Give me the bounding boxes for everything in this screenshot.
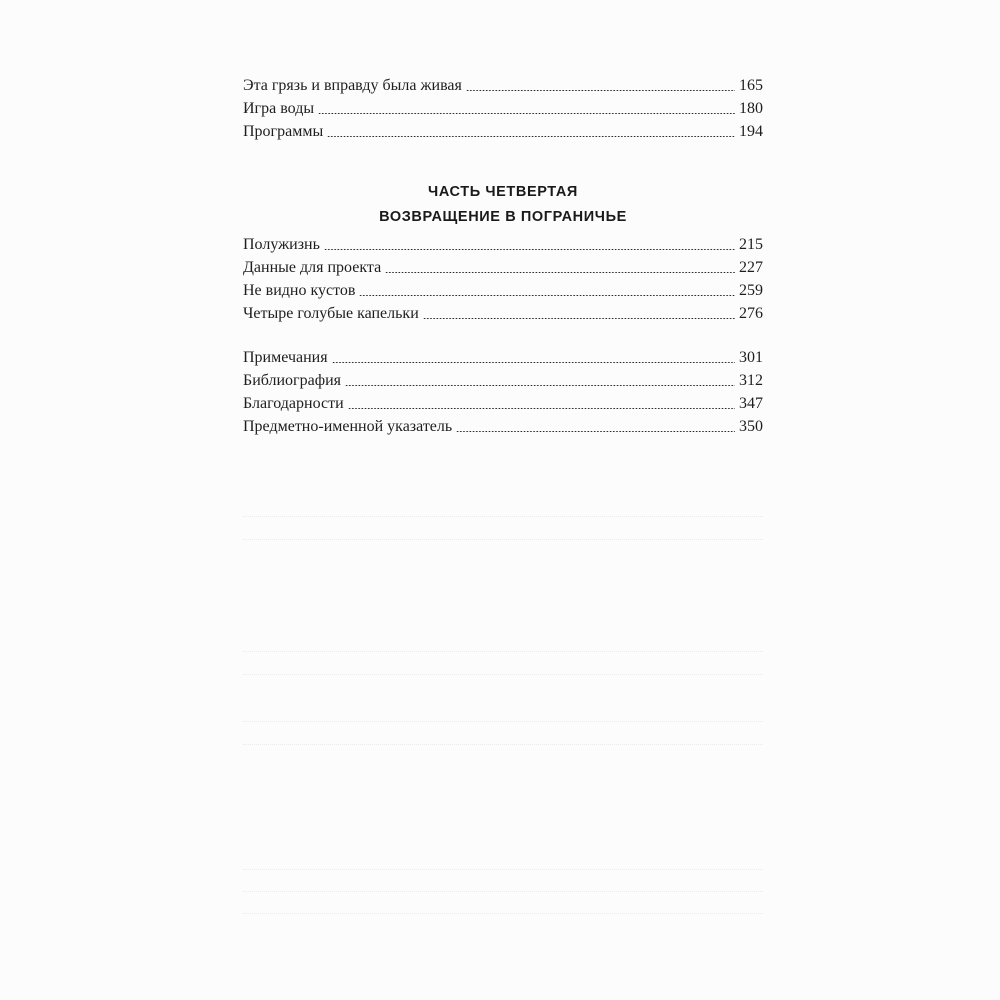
show-through-line bbox=[243, 673, 763, 675]
part-title: ВОЗВРАЩЕНИЕ В ПОГРАНИЧЬЕ bbox=[379, 209, 627, 225]
toc-entry bbox=[243, 120, 763, 143]
toc-entry bbox=[243, 415, 763, 438]
toc-entry-title: Благодарности bbox=[243, 395, 344, 412]
toc-entry bbox=[243, 346, 763, 369]
toc-entry-title: Четыре голубые капельки bbox=[243, 305, 419, 322]
part-label: ЧАСТЬ ЧЕТВЕРТАЯ bbox=[428, 184, 578, 200]
dot-leader bbox=[332, 362, 735, 363]
toc-entry-page: 180 bbox=[739, 100, 763, 117]
show-through-line bbox=[243, 890, 763, 892]
toc-entry-title: Данные для проекта bbox=[243, 259, 382, 276]
toc-entry-page: 165 bbox=[739, 77, 763, 94]
toc-entry-title: Эта грязь и вправду была живая bbox=[243, 77, 462, 94]
toc-entry-page: 347 bbox=[739, 395, 763, 412]
toc-entry-page: 276 bbox=[739, 305, 763, 322]
toc-entry bbox=[243, 74, 763, 97]
toc-section-a bbox=[243, 74, 763, 143]
show-through-line bbox=[243, 868, 763, 870]
show-through-line bbox=[243, 538, 763, 540]
toc-entry-page: 301 bbox=[739, 349, 763, 366]
part-heading bbox=[243, 182, 763, 227]
toc-entry bbox=[243, 369, 763, 392]
toc-entry bbox=[243, 392, 763, 415]
show-through-line bbox=[243, 743, 763, 745]
toc-entry-page: 215 bbox=[739, 236, 763, 253]
toc-entry bbox=[243, 233, 763, 256]
show-through-line bbox=[243, 720, 763, 722]
dot-leader bbox=[324, 249, 735, 250]
dot-leader bbox=[423, 318, 735, 319]
dot-leader bbox=[359, 295, 735, 296]
show-through-line bbox=[243, 912, 763, 914]
toc-entry-title: Предметно-именной указатель bbox=[243, 418, 453, 435]
toc-entry-title: Библиография bbox=[243, 372, 341, 389]
toc-entry bbox=[243, 302, 763, 325]
toc-entry-page: 259 bbox=[739, 282, 763, 299]
toc-entry-page: 194 bbox=[739, 123, 763, 140]
dot-leader bbox=[345, 385, 735, 386]
toc-entry-title: Программы bbox=[243, 123, 324, 140]
dot-leader bbox=[385, 272, 735, 273]
toc-entry-title: Полужизнь bbox=[243, 236, 320, 253]
dot-leader bbox=[348, 408, 735, 409]
toc-entry bbox=[243, 97, 763, 120]
dot-leader bbox=[327, 136, 735, 137]
toc-section-c bbox=[243, 346, 763, 438]
show-through-line bbox=[243, 650, 763, 652]
toc-entry-page: 350 bbox=[739, 418, 763, 435]
toc-section-b bbox=[243, 233, 763, 325]
toc-entry bbox=[243, 279, 763, 302]
toc-entry bbox=[243, 256, 763, 279]
dot-leader bbox=[318, 113, 735, 114]
toc-entry-page: 227 bbox=[739, 259, 763, 276]
toc-entry-title: Не видно кустов bbox=[243, 282, 356, 299]
dot-leader bbox=[466, 90, 735, 91]
toc-entry-title: Примечания bbox=[243, 349, 328, 366]
toc-entry-page: 312 bbox=[739, 372, 763, 389]
dot-leader bbox=[456, 431, 735, 432]
show-through-line bbox=[243, 515, 763, 517]
toc-entry-title: Игра воды bbox=[243, 100, 315, 117]
